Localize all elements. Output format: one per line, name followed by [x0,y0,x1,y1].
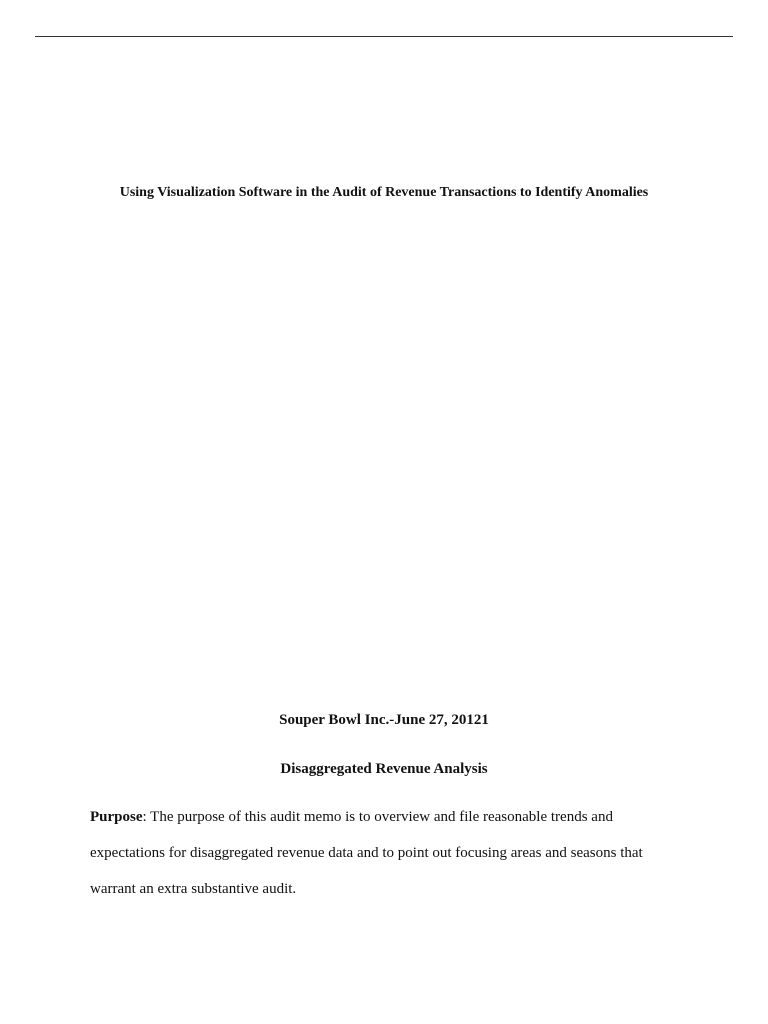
purpose-line-1 [90,807,680,843]
section-heading: Disaggregated Revenue Analysis [280,761,488,777]
company-date-line: Souper Bowl Inc.-June 27, 20121 [279,712,489,728]
purpose-text-line: expectations for disaggregated revenue data and to point out focusing areas and seasons that [90,845,643,861]
purpose-paragraph [90,807,680,915]
header-rule [35,36,733,37]
purpose-text-line: warrant an extra substantive audit. [90,881,297,897]
purpose-text-line: The purpose of this audit memo is to overview and file reasonable trends and [150,809,613,825]
purpose-separator: : [142,809,151,825]
purpose-label: Purpose [90,809,143,825]
document-title: Using Visualization Software in the Audit of Revenue Transactions to Identify Anomalies [119,185,649,200]
purpose-line-3 [90,879,680,915]
purpose-line-2 [90,843,680,879]
